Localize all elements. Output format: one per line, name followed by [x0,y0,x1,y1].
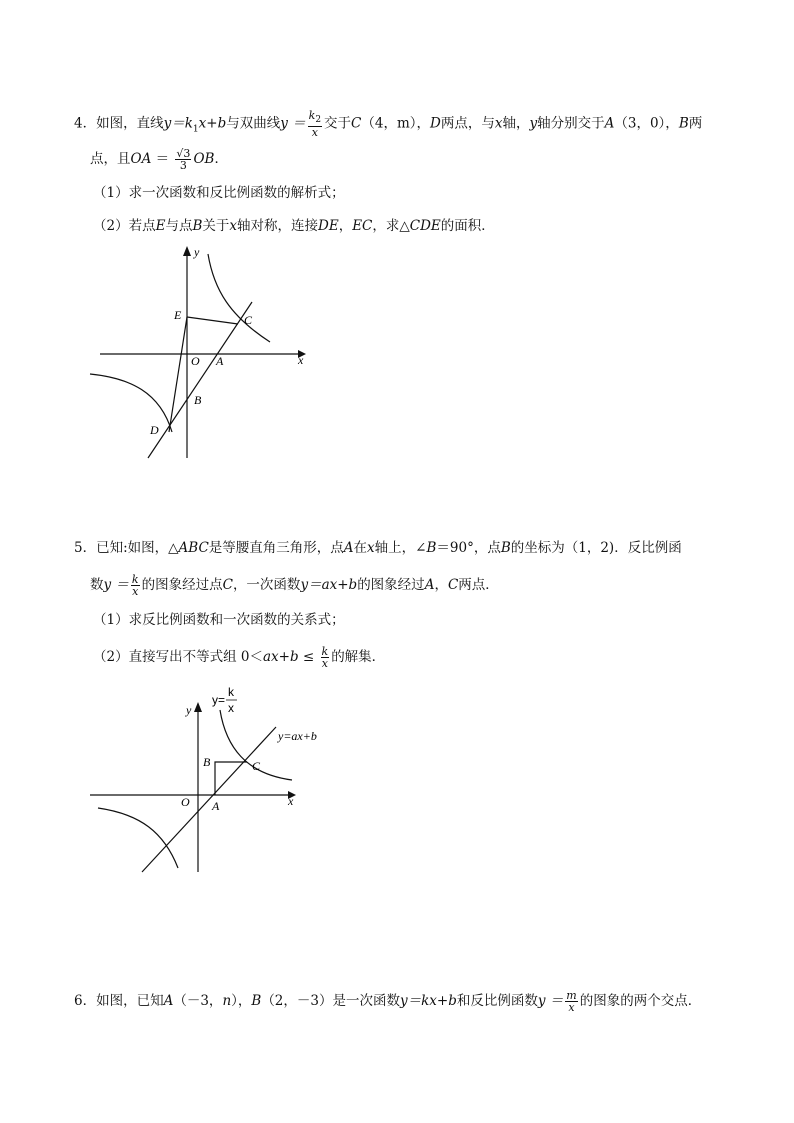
q6-y-eq: y ＝ [537,993,564,1009]
q5-point-a: A [343,540,354,556]
q4-sqrt-den: 3 [179,159,187,172]
q5-line-ac [142,727,276,872]
q4-point-b: B [192,218,203,234]
q5-fig-label-x: x [288,794,294,808]
q4-text: 与点 [165,218,193,234]
q5-text: 的坐标为（1，2)．反比例函 [510,540,682,556]
q5-point-b: B [500,540,511,556]
q4-part1 [93,183,345,203]
q4-fig-label-x: x [298,353,304,367]
q4-point-b: B [678,115,689,132]
q4-segment-ec [187,317,238,324]
q4-line-ab [148,302,252,458]
q5-fig-label-a: A [212,799,220,813]
q5-text: 的解集． [331,649,386,665]
q4-coord-a: （3，0）， [614,115,679,132]
q4-axis-x: x [229,218,237,234]
q4-part2 [93,216,495,236]
q4-text: ． [214,151,228,167]
q5-angle-b: B [426,540,437,556]
q6-n: n [222,993,232,1009]
q5-part2-fraction [321,646,330,669]
q4-hyperbola-lhs: y ＝ [280,115,306,132]
q5-text: 数 [90,577,104,593]
q5-part1-text: （1）求反比例函数和一次函数的关系式； [93,612,345,628]
q5-line1 [74,538,682,558]
q5-expr: ax+b [262,649,299,665]
q5-point-c: C [222,577,233,593]
q4-text: ，求△ [372,218,410,234]
q5-y-arrow [194,702,202,712]
q4-fig-label-e: E [174,308,182,322]
q6-coord-a: （－3， [173,993,223,1009]
q4-frac-den: x [311,126,318,140]
q4-ob: OB [193,151,215,167]
q6-text: 和反比例函数 [456,993,538,1009]
q4-eq-sign: ＝ [151,151,174,167]
q5-text: 是等腰直角三角形，点 [208,540,344,556]
q4-segment-de [169,317,187,432]
q4-text: 关于 [202,218,230,234]
q5-text: 在 [353,540,368,556]
q4-fig-label-o: O [191,354,200,368]
q5-y-eq: y ＝ [103,577,129,593]
q6-frac-den: x [568,1001,575,1014]
q5-text: ，一次函数 [232,577,301,593]
q4-point-e: E [155,218,166,234]
q5-hyperbola-lower [98,808,178,868]
q4-text: ， [338,218,353,234]
q4-fig-label-d: D [150,423,159,437]
q5-fig-curve-k: k [228,685,234,699]
q4-line1 [74,110,702,139]
q4-point-d: D [430,115,441,132]
q5-point-c: C [447,577,459,593]
q4-line-eq-rhs: x+b [198,115,227,132]
q4-fig-label-b: B [194,393,202,407]
q4-point-a: A [604,115,615,132]
q4-part1-text: （1）求一次函数和反比例函数的解析式； [93,185,345,201]
q4-text: 两 [688,115,703,132]
q5-text: 5．已知:如图，△ [74,540,179,556]
q4-line-eq-sub: 1 [192,124,199,135]
q5-fig-label-y: y [186,703,192,717]
q5-text: ， [434,577,448,593]
q4-segment-ec: EC [352,218,373,234]
q4-hyperbola-upper [208,254,270,342]
q5-fraction [131,574,140,597]
q4-text: 点，且 [90,151,131,167]
q5-fig-label-c: C [252,759,261,773]
q5-text: 的图象经过 [357,577,425,593]
q5-text: 轴上，∠ [374,540,427,556]
q4-frac-num: k [308,109,316,122]
q6-point-a: A [163,993,174,1009]
q5-triangle-abc: ABC [178,540,209,556]
q4-text: ， [416,115,431,132]
q5-frac-num: k [131,573,139,586]
q5-point-a: A [424,577,435,593]
q5-frac-den: x [132,585,139,598]
q5-part2-frac-den: x [321,657,328,670]
q4-triangle-cde: CDE [409,218,441,234]
q4-text: 轴对称，连接 [237,218,318,234]
q5-fig-label-o: O [181,795,190,809]
q4-text: 两点，与 [440,115,495,132]
q5-text: （2）直接写出不等式组 0＜ [93,649,263,665]
q5-linear-eq: y＝ax+b [300,577,358,593]
q4-text: （2）若点 [93,218,156,234]
q6-text: ）， [231,993,252,1009]
q5-fig-label-b: B [203,755,211,769]
q4-coord-c: （4，m） [361,115,417,132]
q4-point-c: C [351,115,362,132]
q4-line-eq-lhs: y＝k [163,115,193,132]
q5-text: 的图象经过点 [141,577,223,593]
q5-fig-curve-lhs: y= [212,693,226,707]
q5-fig-curve-x: x [228,701,234,715]
q4-sqrt-fraction [175,148,191,171]
q4-fig-label-y: y [194,245,200,259]
q4-text: 轴分别交于 [537,115,605,132]
q4-y-arrow [183,246,191,256]
q6-line1 [74,990,701,1013]
q5-fig-line-label: y=ax+b [278,729,317,743]
q4-hyperbola-lower [90,374,172,432]
q4-oa: OA [130,151,152,167]
q5-text: ＝90°，点 [436,540,501,556]
q5-part2 [93,646,385,669]
q4-text: 交于 [324,115,352,132]
q5-triangle-sides [215,762,247,795]
q4-segment-de: DE [318,218,339,234]
q4-fig-label-a: A [216,354,224,368]
q4-line2 [90,148,228,171]
q4-axis-y: y [529,115,538,132]
q6-linear-eq: y＝kx+b [400,993,457,1009]
q4-figure [80,240,320,465]
q4-fraction [308,110,322,138]
q6-coord-b: （2，－3）是一次函数 [261,993,400,1009]
q6-text: 的图象的两个交点． [579,993,702,1009]
q4-frac-sub: 2 [315,115,322,126]
q5-figure [80,682,330,877]
q5-part2-frac-num: k [321,645,329,658]
q6-point-b: B [251,993,262,1009]
q4-text: 的面积． [440,218,495,234]
q6-fraction [565,990,577,1013]
q4-axis-x: x [494,115,503,132]
q5-line2 [90,574,499,597]
q5-part1 [93,610,345,630]
q6-text: 6．如图，已知 [74,993,164,1009]
q4-text: 轴， [502,115,530,132]
q4-number: 4．如图，直线 [74,115,164,132]
q4-text: 与双曲线 [226,115,281,132]
q5-text: 两点． [458,577,499,593]
q4-fig-label-c: C [244,313,253,327]
q4-sqrt-num: √3 [176,147,191,160]
q5-axis-x: x [367,540,375,556]
q6-frac-num: m [566,989,577,1002]
q5-le-sign: ≤ [298,649,319,665]
